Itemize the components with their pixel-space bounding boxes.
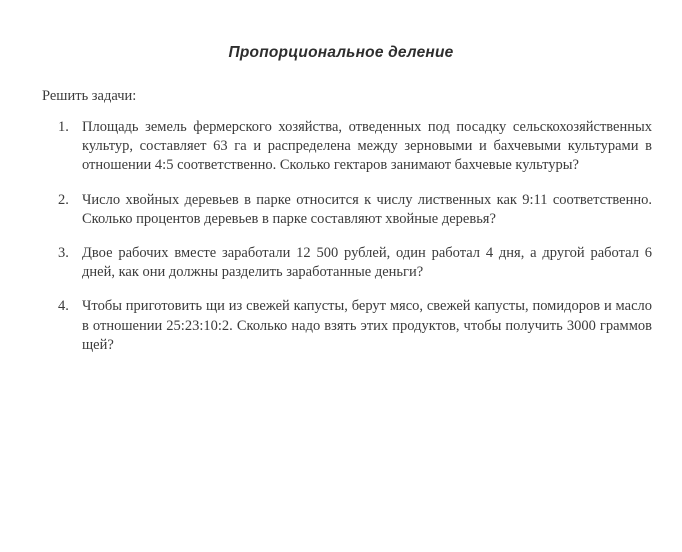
instruction-text: Решить задачи: [42, 88, 137, 104]
list-item [58, 244, 652, 282]
task-text: Двое рабочих вместе заработали 12 500 рублей, один работал 4 дня, а другой работал 6 дней, как они должны разделить заработанные деньги? [82, 245, 652, 281]
task-text: Чтобы приготовить щи из свежей капусты, берут мясо, свежей капусты, помидоров и масло в отношении 25:23:10:2. Сколько надо взять этих продуктов, чтобы получить 3000 граммов щей? [82, 298, 652, 353]
list-item [58, 297, 652, 355]
list-item [58, 118, 652, 176]
task-number: 2. [58, 191, 69, 208]
task-number: 3. [58, 245, 69, 262]
task-number: 4. [58, 298, 69, 315]
task-text: Площадь земель фермерского хозяйства, отведенных под посадку сельскохозяйственных культур, составляет 63 га и распределена между зерновыми и бахчевыми культурами в отношении 4:5 соответственно. Сколько гектаров занимают бахчевые культуры? [82, 119, 652, 174]
task-text: Число хвойных деревьев в парке относится к числу лиственных как 9:11 соответственно. Сколько процентов деревьев в парке составляют хвойные деревья? [82, 191, 652, 227]
task-list [58, 118, 652, 355]
list-item [58, 191, 652, 229]
task-number: 1. [58, 119, 69, 135]
page-title: Пропорциональное деление [228, 44, 454, 61]
